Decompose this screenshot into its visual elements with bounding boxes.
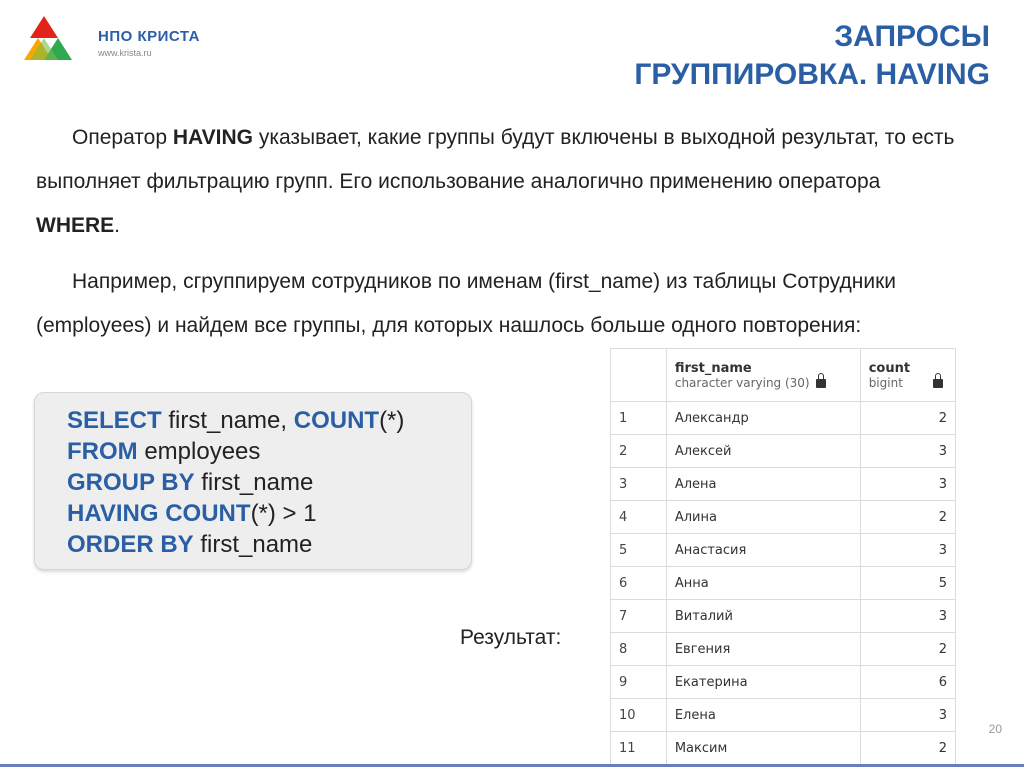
table-row[interactable] (611, 567, 956, 600)
cell-count: 2 (860, 501, 955, 534)
code-keyword: SELECT (67, 407, 162, 434)
cell-count: 3 (860, 600, 955, 633)
column-type-text: bigint (868, 375, 903, 390)
cell-name: Екатерина (666, 666, 860, 699)
cell-name: Анна (666, 567, 860, 600)
column-type-text: character varying (30) (674, 375, 810, 390)
index-header (611, 349, 667, 402)
cell-count: 3 (860, 435, 955, 468)
code-line (67, 467, 404, 498)
cell-name: Алексей (666, 435, 860, 468)
cell-name: Виталий (666, 600, 860, 633)
code-keyword: FROM (67, 438, 138, 465)
cell-idx: 3 (611, 468, 667, 501)
column-header-first-name[interactable] (666, 349, 860, 402)
code-text: (*) > 1 (250, 500, 317, 527)
table-header-row (611, 349, 956, 402)
cell-count: 3 (860, 468, 955, 501)
table-row[interactable] (611, 633, 956, 666)
table-row[interactable] (611, 468, 956, 501)
cell-idx: 1 (611, 402, 667, 435)
code-line (67, 498, 404, 529)
column-name: first_name (674, 360, 752, 376)
table-row[interactable] (611, 402, 956, 435)
cell-count: 6 (860, 666, 955, 699)
sql-code (67, 405, 404, 560)
para1-text-2: указывает, какие группы будут включены в выходной результат, то есть выполняет фильтрацию групп. Его использование аналогично применению оператора (36, 126, 955, 193)
cell-count: 3 (860, 699, 955, 732)
result-table-wrapper (610, 348, 956, 762)
cell-idx: 5 (611, 534, 667, 567)
code-keyword: ORDER BY (67, 531, 194, 558)
cell-idx: 4 (611, 501, 667, 534)
table-body (611, 402, 956, 765)
cell-idx: 7 (611, 600, 667, 633)
result-table (610, 348, 956, 765)
cell-idx: 8 (611, 633, 667, 666)
cell-count: 3 (860, 534, 955, 567)
code-keyword: HAVING COUNT (67, 500, 251, 527)
cell-idx: 11 (611, 732, 667, 765)
cell-count: 2 (860, 633, 955, 666)
cell-idx: 9 (611, 666, 667, 699)
logo-name: НПО КРИСТА (98, 28, 200, 45)
cell-count: 2 (860, 732, 955, 765)
table-row[interactable] (611, 600, 956, 633)
code-keyword: GROUP BY (67, 469, 195, 496)
cell-name: Евгения (666, 633, 860, 666)
code-text: employees (137, 438, 261, 465)
cell-count: 5 (860, 567, 955, 600)
table-row[interactable] (611, 435, 956, 468)
cell-count: 2 (860, 402, 955, 435)
paragraph-having-description (36, 116, 956, 248)
code-line (67, 405, 404, 436)
cell-name: Алена (666, 468, 860, 501)
column-header-count[interactable] (860, 349, 955, 402)
table-row[interactable] (611, 699, 956, 732)
code-text: (*) (379, 407, 405, 434)
logo-triangles-icon (22, 14, 82, 60)
cell-idx: 6 (611, 567, 667, 600)
code-keyword: COUNT (293, 407, 380, 434)
para1-keyword-having: HAVING (172, 126, 253, 149)
cell-idx: 10 (611, 699, 667, 732)
lock-icon (816, 379, 826, 388)
paragraph-example (36, 260, 956, 348)
code-line (67, 436, 404, 467)
page-title (634, 18, 990, 94)
result-label: Результат: (460, 626, 562, 649)
title-line-2: ГРУППИРОВКА. HAVING (634, 58, 990, 91)
cell-idx: 2 (611, 435, 667, 468)
code-line (67, 529, 404, 560)
table-row[interactable] (611, 534, 956, 567)
company-logo (22, 14, 222, 64)
table-row[interactable] (611, 732, 956, 765)
column-type (869, 376, 947, 390)
page-number: 20 (988, 722, 1002, 736)
cell-name: Александр (666, 402, 860, 435)
cell-name: Елена (666, 699, 860, 732)
column-name: count (868, 360, 911, 376)
table-row[interactable] (611, 666, 956, 699)
code-text: first_name (194, 469, 314, 496)
cell-name: Алина (666, 501, 860, 534)
sql-code-block (34, 392, 472, 570)
lock-icon (933, 379, 943, 388)
cell-name: Максим (666, 732, 860, 765)
para1-keyword-where: WHERE (36, 214, 115, 237)
cell-name: Анастасия (666, 534, 860, 567)
code-text: first_name, (161, 407, 294, 434)
para1-text-1: Оператор (72, 126, 173, 149)
table-row[interactable] (611, 501, 956, 534)
title-line-1: ЗАПРОСЫ (834, 20, 990, 53)
para2-text: Например, сгруппируем сотрудников по именам (first_name) из таблицы Сотрудники (employees) и найдем все группы, для которых нашлось больше одного повторения: (36, 270, 896, 337)
logo-site: www.krista.ru (98, 48, 152, 58)
para1-text-3: . (114, 214, 121, 237)
column-type (675, 376, 852, 390)
code-text: first_name (193, 531, 313, 558)
